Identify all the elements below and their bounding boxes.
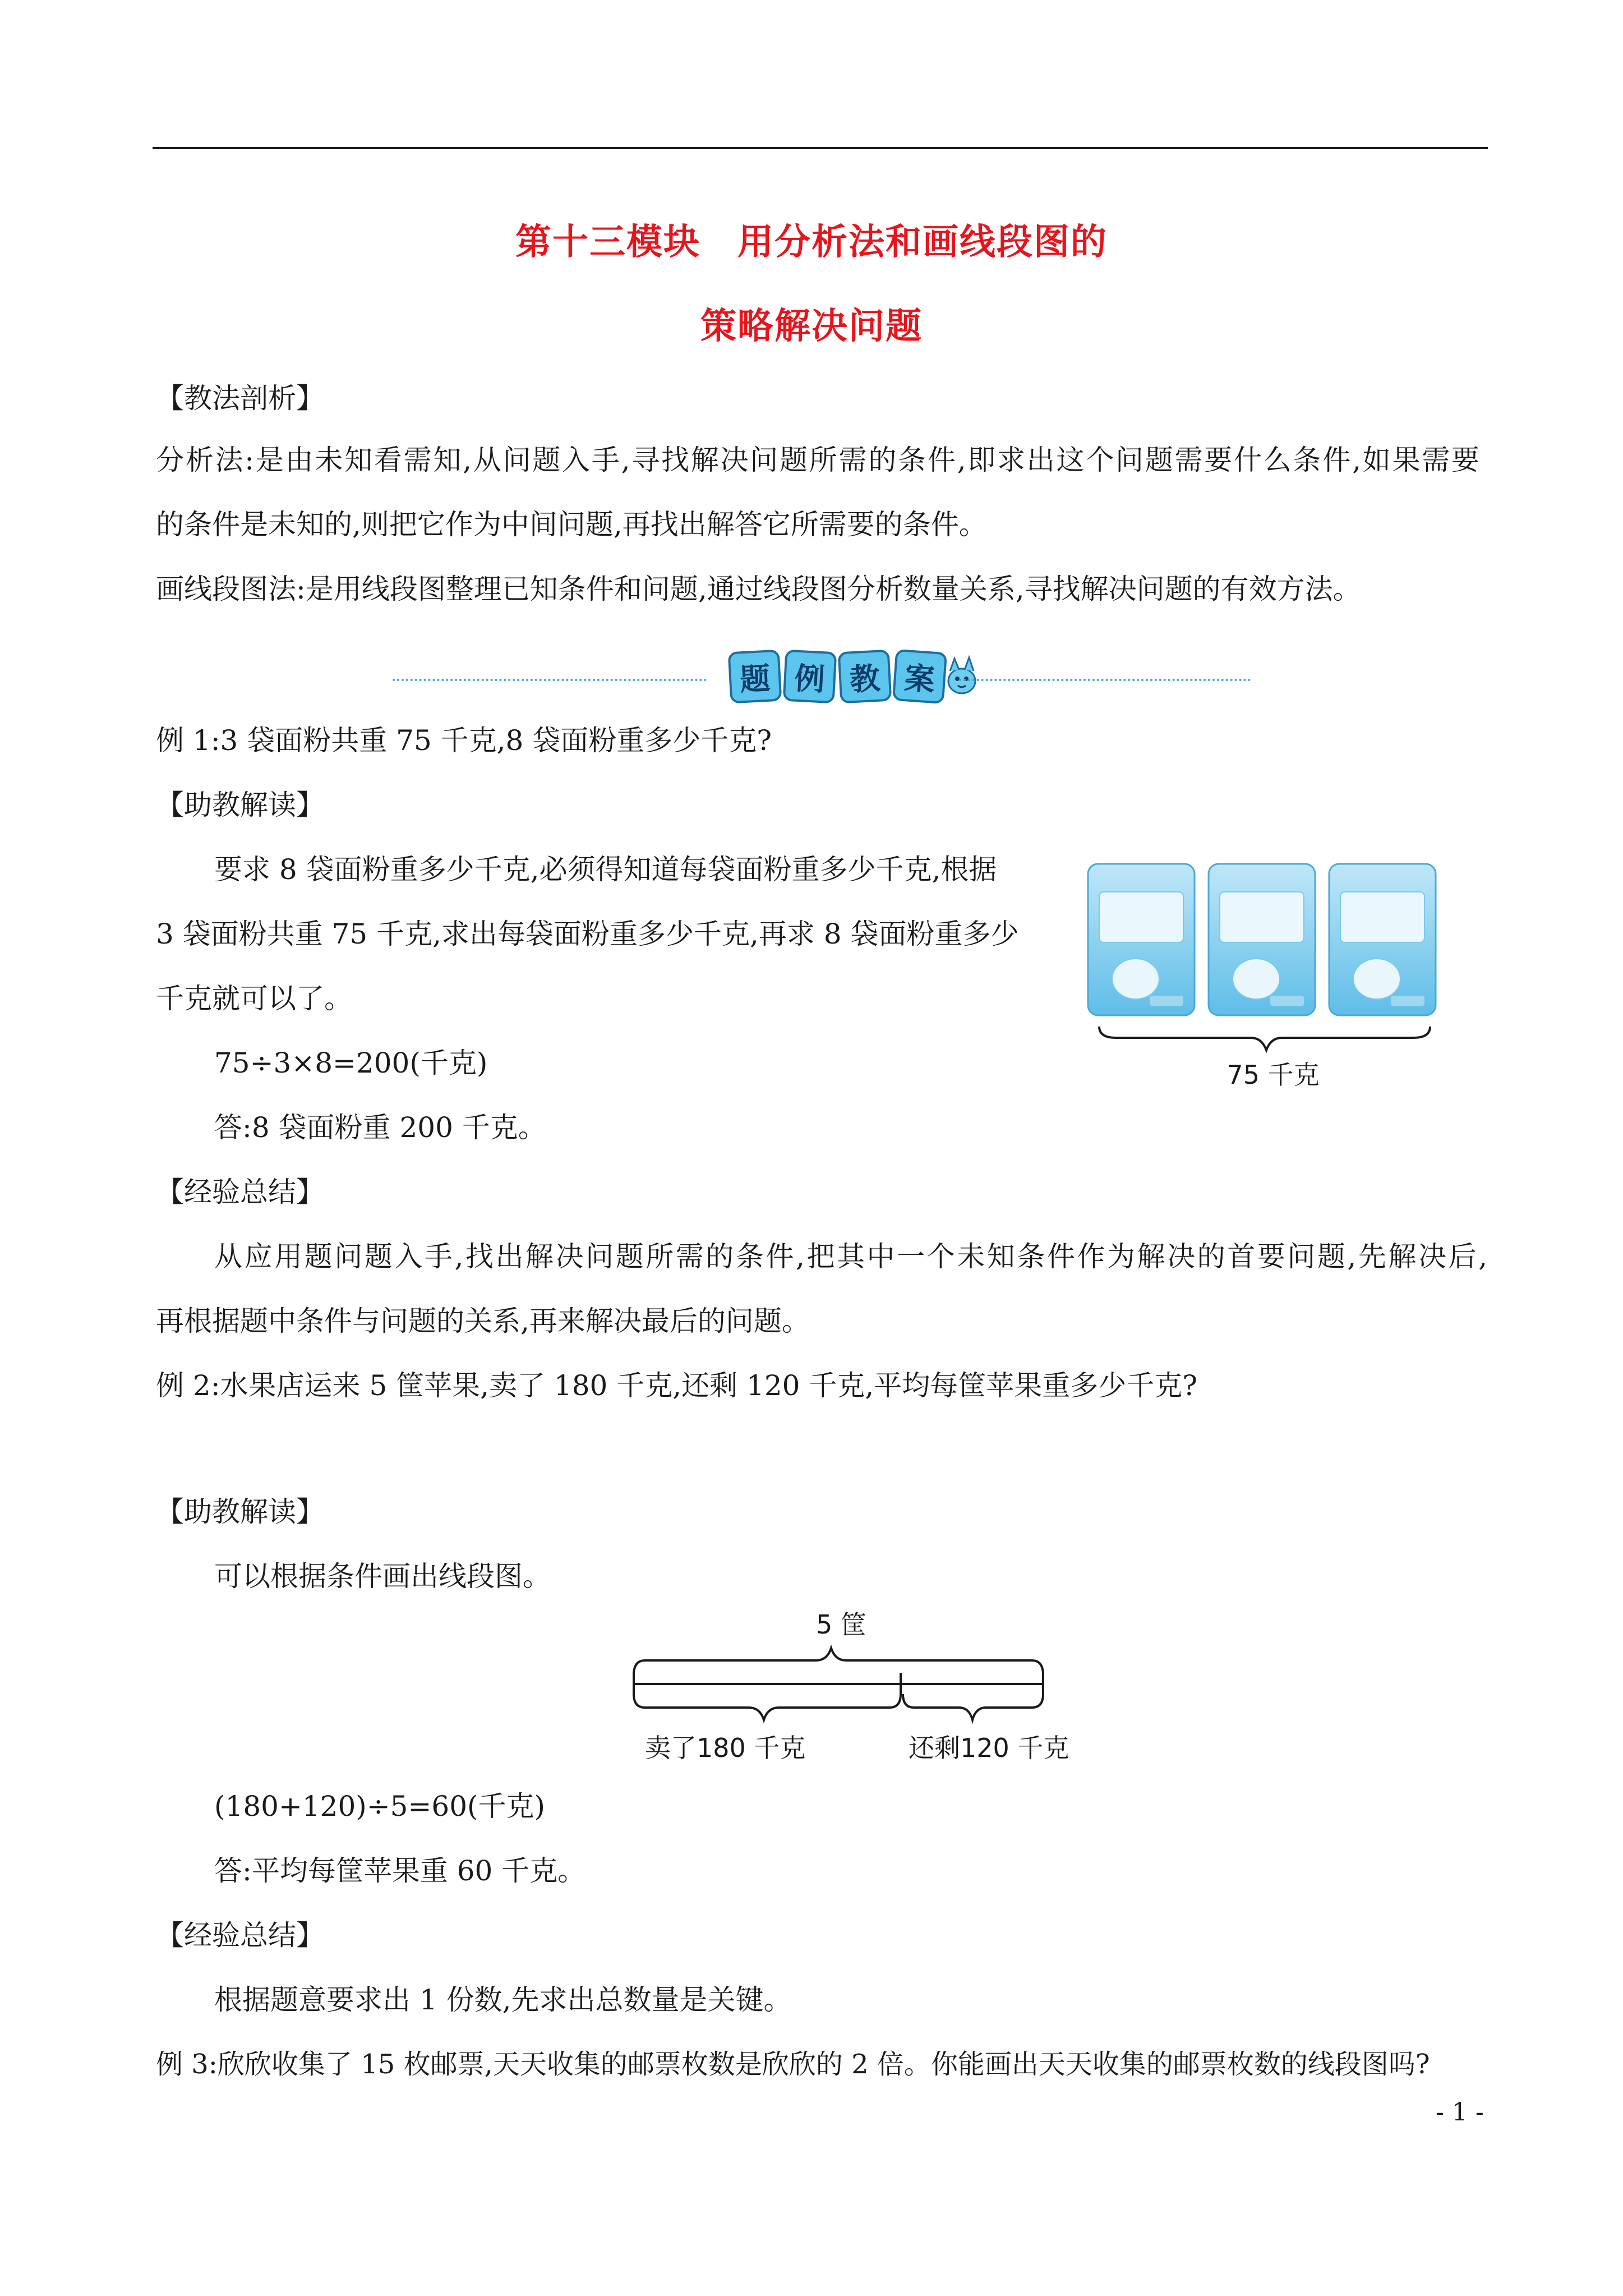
analysis-text-2: 的条件是未知的,则把它作为中间问题,再找出解答它所需要的条件。	[156, 508, 987, 541]
example2-answer: 答:平均每筐苹果重 60 千克。	[214, 1855, 586, 1887]
flour-bag-icon	[1082, 853, 1464, 1055]
flour-bags-figure	[1082, 853, 1464, 1099]
example1-question: 例 1:3 袋面粉共重 75 千克,8 袋面粉重多少千克?	[156, 724, 772, 757]
diagram-brackets	[623, 1638, 1060, 1733]
divider-badges	[729, 651, 946, 702]
example3-question: 例 3:欣欣收集了 15 枚邮票,天天收集的邮票枚数是欣欣的 2 倍。你能画出天天收集的邮票枚数的线段图吗?	[156, 2049, 1430, 2080]
title-line-2: 策略解决问题	[700, 306, 923, 347]
diagram-sold-label: 卖了180 千克	[645, 1733, 806, 1763]
example1-help-text-3: 千克就可以了。	[156, 982, 352, 1015]
example2-exp-text-1: 根据题意要求出 1 份数,先求出总数量是关键。	[214, 1984, 792, 2016]
top-rule	[153, 147, 1488, 149]
diagram-left-label: 还剩120 千克	[909, 1733, 1069, 1763]
divider-badge: 案	[892, 649, 947, 704]
divider-badge: 教	[838, 650, 892, 704]
example1-exp-text-1: 从应用题问题入手,找出解决问题所需的条件,把其中一个未知条件作为解决的首要问题,先解决后,	[214, 1240, 1487, 1273]
example-divider	[393, 645, 1251, 712]
drawing-method-text: 画线段图法:是用线段图整理已知条件和问题,通过线段图分析数量关系,寻找解决问题的有效方法。	[156, 573, 1361, 605]
page-number: - 1 -	[1436, 2098, 1484, 2127]
example1-exp-heading: 【经验总结】	[156, 1176, 324, 1208]
example2-question: 例 2:水果店运来 5 筐苹果,卖了 180 千克,还剩 120 千克,平均每筐苹果重多少千克?	[156, 1369, 1198, 1402]
divider-line-right	[959, 679, 1251, 681]
example1-exp-text-2: 再根据题中条件与问题的关系,再来解决最后的问题。	[156, 1305, 810, 1337]
divider-badge: 例	[783, 650, 837, 704]
example2-help-text-1: 可以根据条件画出线段图。	[214, 1560, 551, 1593]
divider-badge: 题	[728, 650, 782, 704]
section-heading-jiaofa: 【教法剖析】	[156, 382, 324, 415]
flour-weight-label: 75 千克	[1227, 1060, 1320, 1090]
title-line-1: 第十三模块 用分析法和画线段图的	[515, 222, 1108, 263]
line-segment-diagram	[623, 1604, 1069, 1767]
example2-help-heading: 【助教解读】	[156, 1496, 324, 1528]
divider-line-left	[393, 679, 707, 681]
example1-help-text-2: 3 袋面粉共重 75 千克,求出每袋面粉重多少千克,再求 8 袋面粉重多少	[156, 918, 1019, 950]
example2-exp-heading: 【经验总结】	[156, 1919, 324, 1952]
analysis-text-1: 分析法:是由未知看需知,从问题入手,寻找解决问题所需的条件,即求出这个问题需要什么条件,如果需要	[156, 444, 1479, 476]
example2-formula: (180+120)÷5=60(千克)	[214, 1790, 546, 1823]
example1-help-text-1: 要求 8 袋面粉重多少千克,必须得知道每袋面粉重多少千克,根据	[214, 853, 997, 886]
example1-formula: 75÷3×8=200(千克)	[214, 1047, 488, 1079]
diagram-top-label: 5 筐	[816, 1609, 866, 1640]
example1-answer: 答:8 袋面粉重 200 千克。	[214, 1111, 546, 1144]
cartoon-mascot-icon	[942, 654, 981, 699]
example1-help-heading: 【助教解读】	[156, 789, 324, 821]
